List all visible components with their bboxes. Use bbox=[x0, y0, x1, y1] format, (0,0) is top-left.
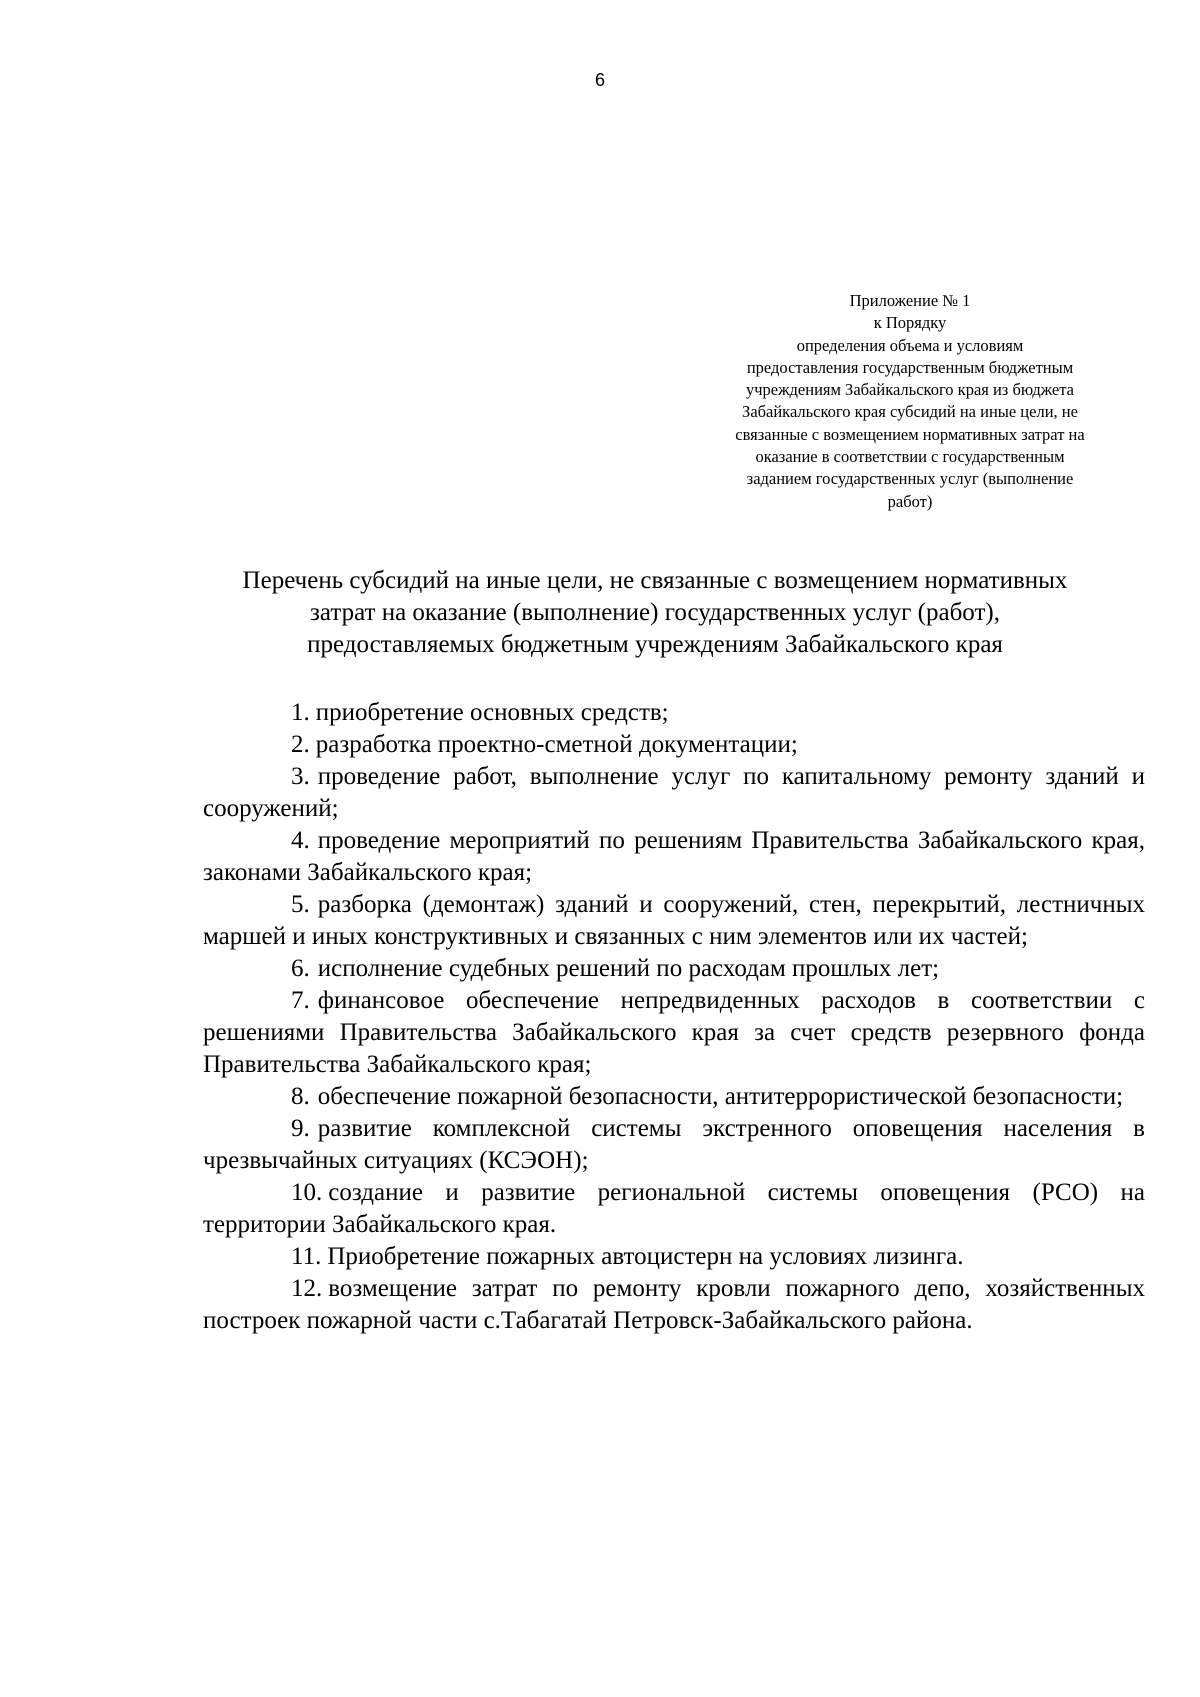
appendix-line: определения объема и условиям bbox=[796, 335, 1024, 355]
appendix-line: Забайкальского края субсидий на иные цели, не bbox=[742, 402, 1078, 422]
appendix-line: Приложение № 1 bbox=[849, 291, 971, 310]
item-text: исполнение судебных решений по расходам прошлых лет; bbox=[317, 955, 940, 982]
item-text: Приобретение пожарных автоцистерн на условиях лизинга. bbox=[327, 1243, 964, 1270]
item-text: разборка (демонтаж) зданий и сооружений, стен, перекрытий, лестничных маршей и иных конструктивных и связанных с ним элементов или их частей; bbox=[203, 891, 1145, 950]
appendix-reference bbox=[695, 290, 1125, 513]
appendix-line: учреждениям Забайкальского края из бюджета bbox=[746, 380, 1074, 400]
item-number: 1. bbox=[291, 699, 310, 726]
item-number: 12. bbox=[291, 1275, 323, 1302]
item-number: 6. bbox=[291, 955, 310, 982]
title-line: предоставляемых бюджетным учреждениям Забайкальского края bbox=[307, 631, 1003, 658]
title-line: затрат на оказание (выполнение) государственных услуг (работ), bbox=[310, 599, 1000, 626]
list-item bbox=[203, 889, 1145, 953]
appendix-line: оказание в соответствии с государственным bbox=[755, 447, 1065, 467]
item-number: 3. bbox=[291, 763, 310, 790]
item-number: 7. bbox=[291, 987, 310, 1014]
item-number: 8. bbox=[291, 1083, 310, 1110]
list-item bbox=[203, 1273, 1145, 1337]
list-item bbox=[203, 729, 1145, 761]
appendix-line: предоставления государственным бюджетным bbox=[746, 357, 1074, 377]
appendix-line: работ) bbox=[887, 491, 933, 511]
document-title bbox=[160, 565, 1150, 661]
item-text: развитие комплексной системы экстренного оповещения населения в чрезвычайных ситуациях (КСЭОН); bbox=[203, 1115, 1145, 1174]
list-item bbox=[203, 1113, 1145, 1177]
appendix-line: заданием государственных услуг (выполнение bbox=[746, 469, 1074, 489]
title-line: Перечень субсидий на иные цели, не связанные с возмещением нормативных bbox=[242, 567, 1068, 594]
item-text: возмещение затрат по ремонту кровли пожарного депо, хозяйственных построек пожарной части с.Табагатай Петровск-Забайкальского района. bbox=[203, 1275, 1145, 1334]
item-number: 2. bbox=[291, 731, 310, 758]
item-text: разработка проектно-сметной документации; bbox=[315, 731, 798, 758]
item-text: создание и развитие региональной системы оповещения (РСО) на территории Забайкальского края. bbox=[203, 1179, 1145, 1238]
appendix-line: к Порядку bbox=[873, 313, 947, 333]
list-item bbox=[203, 825, 1145, 889]
item-number: 11. bbox=[291, 1243, 322, 1270]
list-item bbox=[203, 953, 1145, 985]
list-item bbox=[203, 761, 1145, 825]
item-text: проведение работ, выполнение услуг по капитальному ремонту зданий и сооружений; bbox=[203, 763, 1145, 822]
subsidy-list bbox=[203, 697, 1145, 1337]
item-number: 4. bbox=[291, 827, 310, 854]
page-number: 6 bbox=[594, 70, 605, 90]
list-item bbox=[203, 1241, 1145, 1273]
item-text: проведение мероприятий по решениям Правительства Забайкальского края, законами Забайкальского края; bbox=[203, 827, 1145, 886]
appendix-line: связанные с возмещением нормативных затрат на bbox=[735, 424, 1085, 444]
list-item bbox=[203, 1081, 1145, 1113]
item-text: финансовое обеспечение непредвиденных расходов в соответствии с решениями Правительства Забайкальского края за счет средств резервного фонда Правительства Забайкальского края; bbox=[203, 987, 1145, 1078]
list-item bbox=[203, 697, 1145, 729]
item-number: 9. bbox=[291, 1115, 310, 1142]
item-text: обеспечение пожарной безопасности, антитеррористической безопасности; bbox=[317, 1083, 1124, 1110]
item-number: 5. bbox=[291, 891, 310, 918]
item-number: 10. bbox=[291, 1179, 323, 1206]
list-item bbox=[203, 985, 1145, 1081]
item-text: приобретение основных средств; bbox=[315, 699, 669, 726]
list-item bbox=[203, 1177, 1145, 1241]
